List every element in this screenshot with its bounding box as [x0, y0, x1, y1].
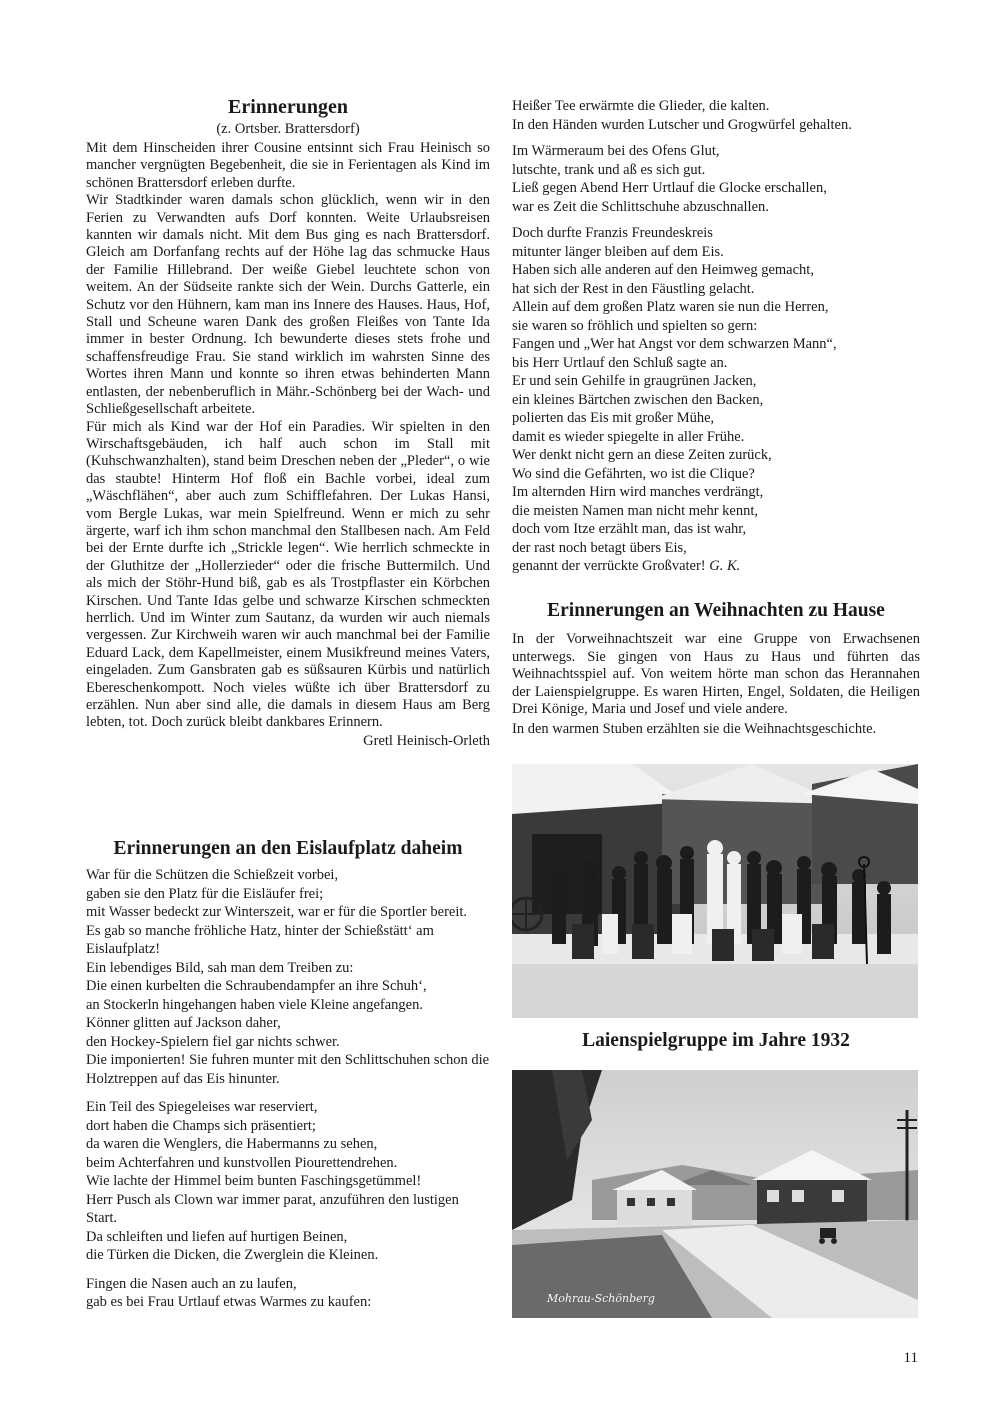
stanza	[512, 224, 920, 576]
verse-line: die Türken die Dicken, die Zwerglein die Kleinen.	[86, 1247, 379, 1264]
article-body	[512, 631, 920, 738]
verse-line: Ein lebendiges Bild, sah man dem Treiben zu:	[86, 959, 354, 976]
paragraph: Für mich als Kind war der Hof ein Paradies. Wir spielten in den Wirschaftsgebäuden, ich half auch schon im Stall mit (Kuhschwanzhalten), stand beim Dreschen neben der „Pleder“, o wie das staubte! Hinterm Hof floß ein Bachle vorbei, ideal zum „Wäschflähen“, aber auch zum Schifflefahren. Der Lukas Hansi, vom Bergle Lukas, war mein Spielfreund. Wenn er mich zu sehr ärgerte, warf ich ihm schon manchmal den Stallbesen nach. Am Feld bei der Ernte durfte ich „Strickle legen“. Wie herrlich schmeckte in der Gluthitze der „Hollerzieder“ oder die frische Buttermilch. Und als mich der Stöhr-Hund biß, gab es als Trostpflaster ein Körbchen Kirschen. Und Tante Idas gelbe und schwarze Kirschen schmeckten herrlich. Und im Winter zum Sautanz, da wurden wir auch niemals vergessen. Zur Kirchweih waren wir auch manchmal bei der Familie Eduard Lack, dem Kapellmeister, einem Musikfreund meines Vaters, eingeladen. Zum Gansbraten gab es süßsauren Kürbis und natürlich Ebereschenkompott. Noch vieles wüßte ich über Brattersdorf zu erzählen. Nun aber sind alle, die damals in diesem Haus am Berg lebten, tot. Doch zurück bleibt dankbares Erinnern.	[86, 418, 490, 731]
paragraph: In den warmen Stuben erzählten sie die Weihnachtsgeschichte.	[512, 721, 877, 738]
poem-author: G. K.	[709, 558, 741, 574]
verse-line: ein kleines Bärtchen zwischen den Backen,	[512, 391, 764, 408]
verse-line: Er und sein Gehilfe in graugrünen Jacken,	[512, 373, 757, 389]
paragraph: Mit dem Hinscheiden ihrer Cousine entsinnt sich Frau Heinisch so mancher vergnügten Begebenheit, die sie in Ferientagen als Kind im schönen Brattersdorf erleben durfte.	[86, 140, 490, 191]
verse-line: Ein Teil des Spiegeleises war reserviert,	[86, 1099, 318, 1116]
verse-line: dort haben die Champs sich präsentiert;	[86, 1117, 316, 1134]
photo-inscription: Mohrau-Schönberg	[547, 1292, 655, 1305]
verse-line: an Stockerln hingehangen haben viele Kleine angefangen.	[86, 996, 423, 1013]
verse-line: mitunter länger bleiben auf dem Eis.	[512, 243, 724, 260]
verse-line: Im alternden Hirn wird manches verdrängt,	[512, 484, 764, 500]
verse-line: da waren die Wenglers, die Habermanns zu sehen,	[86, 1136, 378, 1153]
verse-line: doch vom Itze erzählt man, das ist wahr,	[512, 521, 747, 537]
verse-line: Haben sich alle anderen auf den Heimweg gemacht,	[512, 262, 814, 278]
stanza	[86, 1275, 490, 1312]
verse-line: Da schleiften und liefen auf hurtigen Beinen,	[86, 1228, 348, 1245]
photo-mohrau	[512, 1070, 918, 1318]
paragraph: In der Vorweihnachtszeit war eine Gruppe von Erwachsenen unterwegs. Sie gingen von Haus zu Haus und führten das Weihnachtsspiel auf. Von weitem hörte man schon das Herannahen der Laienspielgruppe. Es waren Hirten, Engel, Soldaten, die Heiligen Drei Könige, Maria und Josef und viele andere.	[512, 631, 920, 718]
verse-line: mit Wasser bedeckt zur Winterszeit, war er für die Sportler bereit.	[86, 904, 468, 921]
verse-line: lutschte, trank und aß es sich gut.	[512, 161, 706, 178]
poem	[86, 866, 490, 1312]
verse-line: Doch durfte Franzis Freundeskreis	[512, 225, 713, 241]
verse-line: Wo sind die Gefährten, wo ist die Clique?	[512, 465, 755, 482]
verse-line: Ließ gegen Abend Herr Urtlauf die Glocke erschallen,	[512, 180, 827, 196]
stanza	[512, 142, 920, 216]
verse-line: Es gab so manche fröhliche Hatz, hinter der Schießstätt‘ am Eislaufplatz!	[86, 922, 434, 958]
article-erinnerungen	[86, 96, 490, 750]
poem-continuation	[512, 97, 920, 576]
article-body	[86, 140, 490, 732]
verse-line: den Hockey-Spielern fiel gar nichts schwer.	[86, 1033, 340, 1050]
verse-line: war es Zeit die Schlittschuhe abzuschnallen.	[512, 198, 769, 215]
verse-line: Wie lachte der Himmel beim bunten Faschingsgetümmel!	[86, 1173, 422, 1190]
verse-line: damit es wieder spiegelte in aller Frühe.	[512, 428, 745, 445]
group-photo-image	[512, 764, 918, 1018]
photo-caption: Laienspielgruppe im Jahre 1932	[582, 1030, 850, 1051]
article-author: Gretl Heinisch-Orleth	[363, 732, 490, 749]
verse-line: der rast noch betagt übers Eis,	[512, 539, 687, 556]
verse-line: Heißer Tee erwärmte die Glieder, die kalten.	[512, 98, 770, 114]
verse-line: Die imponierten! Sie fuhren munter mit den Schlittschuhen schon die Holztreppen auf das Eis hinunter.	[86, 1052, 490, 1087]
verse-line: Könner glitten auf Jackson daher,	[86, 1015, 281, 1032]
verse-line: War für die Schützen die Schießzeit vorbei,	[86, 867, 339, 884]
village-photo-image	[512, 1070, 918, 1318]
verse-line: gaben sie den Platz für die Eisläufer frei;	[86, 885, 324, 902]
verse-line: die meisten Namen man nicht mehr kennt,	[512, 502, 759, 519]
stanza	[512, 97, 920, 134]
verse-line: genannt der verrückte Großvater!	[512, 558, 706, 574]
verse-line: Die einen kurbelten die Schraubendampfer an ihre Schuh‘,	[86, 978, 427, 995]
verse-line: Fangen und „Wer hat Angst vor dem schwarzen Mann“,	[512, 336, 837, 352]
paragraph: Wir Stadtkinder waren damals schon glücklich, wenn wir in den Ferien zu Verwandten aufs Dorf konnten. Weite Urlaubsreisen kannten wir damals nicht. Mit dem Bus ging es nach Brattersdorf. Gleich am Dorfanfang rechts auf der Höhe lag das schmucke Haus der Familie Hillebrand. Der weiße Giebel leuchtete schon von weitem. An der Südseite rankte sich der Wein. Durchs Gatterle, ein Schutz vor den Hühnern, kam man ins Innere des Hauses. Haus, Hof, Stall und Scheune waren Dank des großen Fleißes von Tante Ida immer in bester Ordnung. Ich bewunderte dieses stets frohe und schaffensfreudige Frau. Sie stand wirklich im wahrsten Sinne des Wortes ihren Mann und konnte so ihren etwas behinderten Mann entlasten, der nebenberuflich in Mähr.-Schönberg bei der Wach- und Schließgesellschaft arbeitete.	[86, 192, 490, 418]
verse-line: Wer denkt nicht gern an diese Zeiten zurück,	[512, 447, 772, 463]
stanza	[86, 866, 490, 1088]
article-weihnachten	[512, 600, 920, 739]
article-subtitle: (z. Ortsber. Brattersdorf)	[216, 121, 360, 137]
article-title: Erinnerungen an den Eislaufplatz daheim	[113, 838, 463, 859]
verse-line: Fingen die Nasen auch an zu laufen,	[86, 1275, 297, 1292]
verse-line: hat sich der Rest in den Fäustling gelacht.	[512, 280, 755, 297]
verse-line-signed	[512, 557, 920, 576]
verse-line: beim Achterfahren und kunstvollen Piourettendrehen.	[86, 1154, 398, 1171]
stanza	[86, 1098, 490, 1265]
verse-line: bis Herr Urtlauf den Schluß sagte an.	[512, 354, 728, 371]
verse-line: Herr Pusch als Clown war immer parat, anzuführen den lustigen Start.	[86, 1191, 459, 1227]
verse-line: sie waren so fröhlich und spielten so gern:	[512, 317, 758, 334]
verse-line: gab es bei Frau Urtlauf etwas Warmes zu kaufen:	[86, 1294, 372, 1311]
verse-line: In den Händen wurden Lutscher und Grogwürfel gehalten.	[512, 116, 852, 133]
article-title: Erinnerungen	[227, 96, 349, 118]
page-number: 11	[903, 1350, 918, 1366]
photo-laienspielgruppe	[512, 764, 918, 1018]
article-title: Erinnerungen an Weihnachten zu Hause	[547, 600, 885, 621]
article-eislaufplatz	[86, 838, 490, 1322]
verse-line: Allein auf dem großen Platz waren sie nun die Herren,	[512, 299, 829, 315]
verse-line: Im Wärmeraum bei des Ofens Glut,	[512, 143, 720, 159]
verse-line: polierten das Eis mit großer Mühe,	[512, 410, 715, 426]
